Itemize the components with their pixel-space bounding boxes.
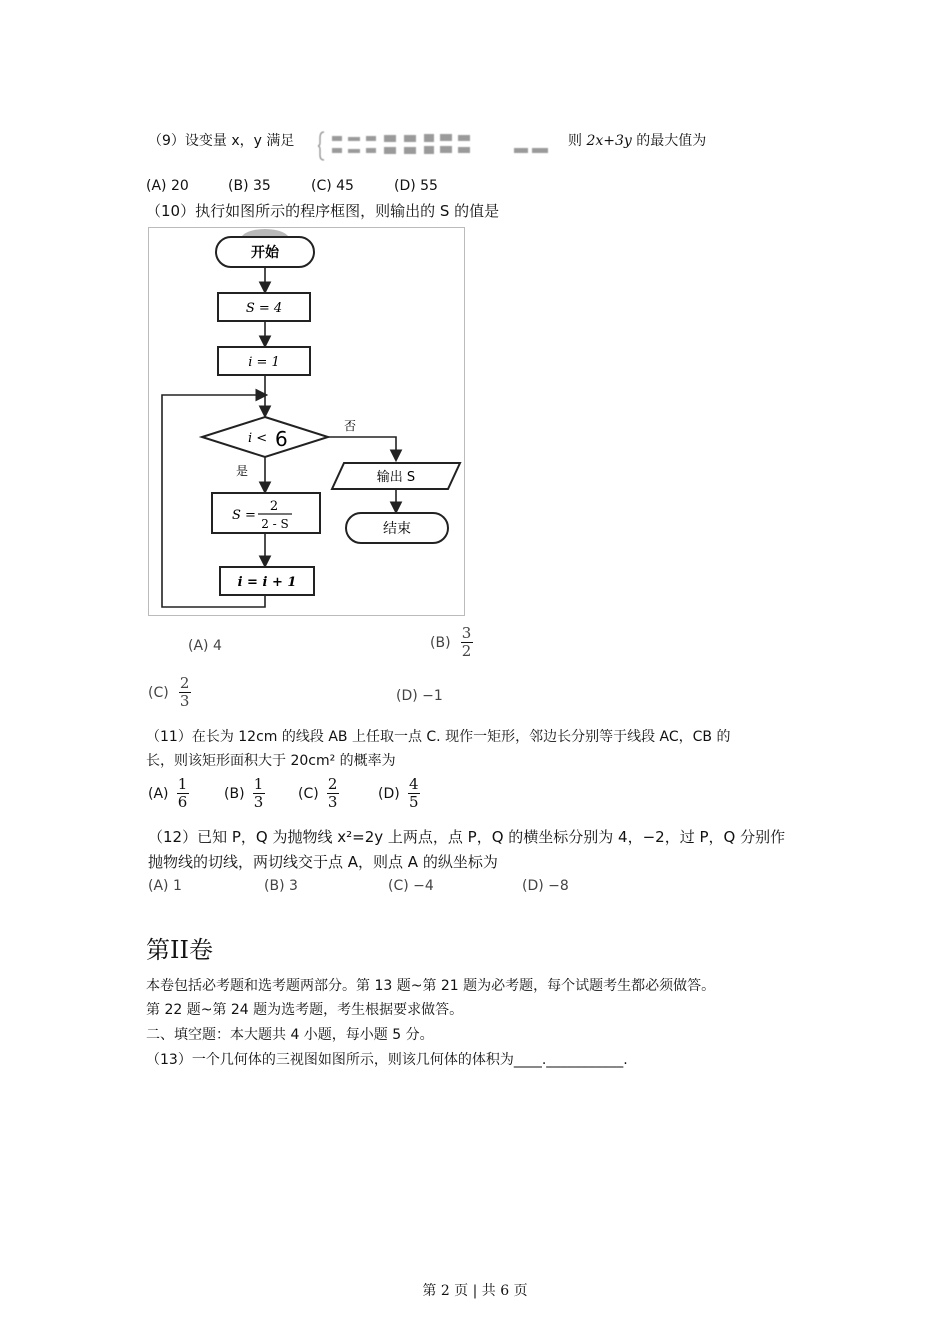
q11-option-b — [224, 776, 265, 811]
flow-init-s-label: S = 4 — [245, 301, 283, 316]
flow-output-label: 输出 S — [376, 470, 416, 485]
q11-option-c-den: 3 — [327, 793, 338, 811]
q11-option-a-den: 6 — [177, 793, 188, 811]
q10-option-d: (D) −1 — [396, 688, 443, 704]
q11-option-b-label: (B) — [224, 785, 245, 802]
q11-option-a-num: 1 — [177, 775, 188, 793]
q11-option-c — [298, 776, 339, 811]
page-footer: 第 2 页 | 共 6 页 — [422, 1283, 528, 1299]
q9-suffix-pre: 则 — [568, 133, 587, 149]
q9-option-b: (B) 35 — [228, 178, 271, 194]
q10-option-b-den: 2 — [461, 642, 472, 660]
q10-option-b — [430, 625, 473, 660]
flow-init-i-label: i = 1 — [248, 355, 280, 370]
q10-option-c-num: 2 — [179, 674, 190, 692]
q9-suffix — [568, 130, 706, 150]
q10-stem — [146, 200, 499, 221]
q10-stem-a: （10）执行如图所示的程序框图，则输出的 — [146, 202, 440, 220]
flow-assign-num: 2 — [269, 499, 279, 514]
q12-option-d: (D) −8 — [522, 878, 569, 894]
q11-option-d-num: 4 — [408, 775, 419, 793]
q9-stem — [148, 130, 294, 150]
q10-option-c-den: 3 — [179, 692, 190, 710]
flow-condition-label: i < — [248, 431, 268, 446]
flow-no-label: 否 — [344, 419, 357, 433]
q11-option-a-label: (A) — [148, 785, 169, 802]
q9-option-a: (A) 20 — [146, 178, 189, 194]
q11-option-d-label: (D) — [378, 785, 400, 802]
flow-end-label: 结束 — [383, 521, 411, 537]
q12-line2: 抛物线的切线，两切线交于点 A，则点 A 的纵坐标为 — [148, 853, 498, 871]
q10-option-c-fraction — [179, 675, 191, 710]
q10-option-b-num: 3 — [461, 624, 472, 642]
q9-suffix-post: 的最大值为 — [631, 133, 707, 149]
q12-option-c: (C) −4 — [388, 878, 434, 894]
flow-incr-label: i = i + 1 — [237, 575, 297, 590]
q9-constraints-image — [318, 128, 558, 164]
q11-option-b-num: 1 — [253, 775, 264, 793]
q11-option-d — [378, 776, 420, 811]
q11-option-d-fraction — [408, 776, 420, 811]
flow-start-label: 开始 — [251, 245, 279, 261]
q10-option-c — [148, 675, 191, 710]
q11-option-c-label: (C) — [298, 785, 319, 802]
q9-option-c: (C) 45 — [311, 178, 354, 194]
q9-expr: 2x+3y — [586, 133, 632, 149]
q9-prefix: （9）设变量 x，y 满足 — [148, 133, 295, 149]
flow-condition-number: 6 — [275, 427, 288, 451]
q13-stem — [146, 1049, 628, 1069]
q10-option-c-label: (C) — [148, 684, 169, 701]
part2-paragraph-1: 本卷包括必考题和选考题两部分。第 13 题~第 21 题为必考题，每个试题考生都必须做答。 — [146, 978, 716, 994]
part2-paragraph-2: 第 22 题~第 24 题为选考题，考生根据要求做答。 — [146, 1002, 464, 1018]
q10-option-a: (A) 4 — [188, 638, 222, 654]
q11-option-b-fraction — [253, 776, 265, 811]
q13-text: （13）一个几何体的三视图如图所示，则该几何体的体积为 — [146, 1052, 514, 1068]
flow-assign-lhs: S = — [232, 508, 256, 523]
q10-option-b-fraction — [461, 625, 473, 660]
q11-line2: 长，则该矩形面积大于 20cm² 的概率为 — [146, 753, 396, 769]
flow-assign-den: 2 - S — [261, 517, 289, 531]
q11-option-a-fraction — [177, 776, 189, 811]
q11-option-c-num: 2 — [327, 775, 338, 793]
q10-option-b-label: (B) — [430, 634, 451, 651]
q10-stem-b: 的值是 — [449, 202, 500, 220]
q9-option-d: (D) 55 — [394, 178, 438, 194]
q13-answer-blank: ____.___________. — [513, 1052, 628, 1068]
q11-option-a — [148, 776, 189, 811]
q12-option-b: (B) 3 — [264, 878, 298, 894]
part2-heading: 第II卷 — [146, 936, 213, 964]
part2-paragraph-3: 二、填空题：本大题共 4 小题，每小题 5 分。 — [146, 1027, 434, 1043]
q11-line1: （11）在长为 12cm 的线段 AB 上任取一点 C. 现作一矩形，邻边长分别等于线段 AC，CB 的 — [146, 729, 731, 745]
q11-option-d-den: 5 — [408, 793, 419, 811]
q11-option-b-den: 3 — [253, 793, 264, 811]
flow-yes-label: 是 — [236, 464, 249, 478]
q11-option-c-fraction — [327, 776, 339, 811]
q10-stem-var: S — [439, 202, 450, 220]
q10-flowchart — [148, 227, 466, 617]
q12-option-a: (A) 1 — [148, 878, 182, 894]
q12-line1: （12）已知 P，Q 为抛物线 x²=2y 上两点，点 P，Q 的横坐标分别为 4，−2，过 P，Q 分别作 — [148, 828, 786, 846]
